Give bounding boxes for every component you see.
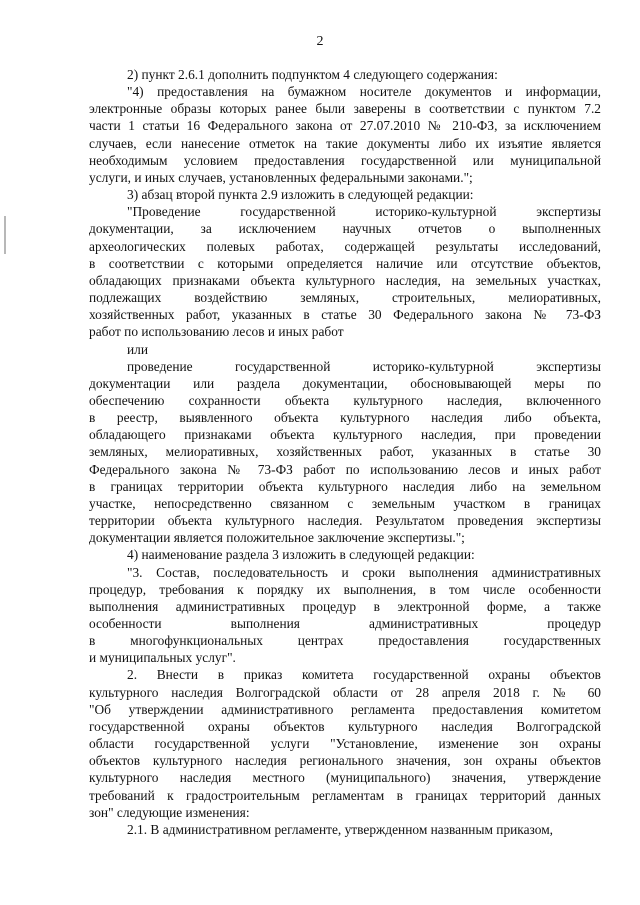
document-body bbox=[89, 66, 601, 838]
text-line: земляных, мелиоративных, хозяйственных работ, указанных в статье 30 bbox=[89, 444, 601, 460]
text-line: государственной охраны объектов культурного наследия Волгоградской bbox=[89, 718, 601, 734]
paragraph bbox=[89, 203, 601, 340]
text-line: "Об утверждении административного регламента предоставления комитетом bbox=[89, 701, 601, 717]
text-line: культурного наследия Волгоградской области от 28 апреля 2018 г. № 60 bbox=[89, 684, 601, 700]
paragraph bbox=[89, 546, 601, 563]
text-line: обеспечению сохранности объекта культурного наследия, включенного bbox=[89, 392, 601, 408]
text-line: обладающих признаками объекта культурного наследия, на земельных участках, bbox=[89, 272, 601, 288]
text-line: требований к градостроительным регламентам в границах территорий данных bbox=[89, 787, 601, 803]
paragraph bbox=[89, 186, 601, 203]
text-line: в границах территории объекта культурного наследия либо на земельном bbox=[89, 478, 601, 494]
text-line: и муниципальных услуг". bbox=[89, 650, 236, 666]
text-line: в многофункциональных центрах предоставления государственных bbox=[89, 633, 601, 649]
text-line: необходимым условием предоставления государственной или муниципальной bbox=[89, 152, 601, 168]
text-line: работ по использованию лесов и иных работ bbox=[89, 324, 344, 340]
text-line: участке, непосредственно связанном с земельным участком в границах bbox=[89, 495, 601, 511]
text-line: в соответствии с которыми определяется наличие или отсутствие объектов, bbox=[89, 255, 601, 271]
text-line: выполнения административных процедур в электронной форме, а также bbox=[89, 598, 601, 614]
text-line: случаев, если нанесение отметок на такие документы либо их изъятие является bbox=[89, 135, 601, 151]
text-line: "Проведение государственной историко-культурной экспертизы bbox=[127, 204, 601, 220]
paragraph bbox=[89, 564, 601, 667]
paragraph bbox=[89, 83, 601, 186]
text-line: обладающего признаками объекта культурного наследия, при проведении bbox=[89, 427, 601, 443]
text-line: документации является положительное заключение экспертизы."; bbox=[89, 530, 465, 546]
text-line: культурного наследия местного (муниципального) значения, утверждение bbox=[89, 770, 601, 786]
paragraph bbox=[89, 358, 601, 547]
text-line: 2. Внести в приказ комитета государственной охраны объектов bbox=[127, 667, 601, 683]
paragraph bbox=[89, 341, 601, 358]
text-line: 2.1. В административном регламенте, утвержденном названным приказом, bbox=[127, 821, 554, 837]
text-line: 2) пункт 2.6.1 дополнить подпунктом 4 следующего содержания: bbox=[127, 67, 498, 82]
text-line: хозяйственных работ, указанных в статье 30 Федерального закона № 73-ФЗ bbox=[89, 307, 601, 323]
text-line: "4) предоставления на бумажном носителе документов и информации, bbox=[127, 84, 601, 100]
text-line: документации или раздела документации, обосновывающей меры по bbox=[89, 375, 601, 391]
text-line: проведение государственной историко-культурной экспертизы bbox=[127, 358, 601, 374]
text-line: или bbox=[127, 341, 149, 357]
paragraph bbox=[89, 666, 601, 820]
margin-mark bbox=[4, 216, 6, 254]
paragraph bbox=[89, 821, 601, 838]
text-line: Федерального закона № 73-ФЗ работ по использованию лесов и иных работ bbox=[89, 461, 601, 477]
page-number: 2 bbox=[316, 34, 324, 49]
text-line: области государственной услуги "Установление, изменение зон охраны bbox=[89, 736, 601, 752]
text-line: 3) абзац второй пункта 2.9 изложить в следующей редакции: bbox=[127, 187, 474, 203]
paragraph bbox=[89, 66, 601, 83]
text-line: зон" следующие изменения: bbox=[89, 804, 250, 820]
text-line: услуги, и иных случаев, установленных федеральными законами."; bbox=[89, 169, 473, 185]
text-line: процедур, требования к порядку их выполнения, в том числе особенности bbox=[89, 581, 601, 597]
text-line: в реестр, выявленного объекта культурного наследия либо объекта, bbox=[89, 410, 601, 426]
text-line: подлежащих воздействию земляных, строительных, мелиоративных, bbox=[89, 290, 601, 306]
text-line: электронные образы которых ранее были заверены в соответствии с пунктом 7.2 bbox=[89, 101, 601, 117]
text-line: части 1 статьи 16 Федерального закона от 27.07.2010 № 210-ФЗ, за исключением bbox=[89, 118, 601, 134]
text-line: 4) наименование раздела 3 изложить в следующей редакции: bbox=[127, 547, 475, 563]
text-line: "3. Состав, последовательность и сроки выполнения административных bbox=[127, 564, 601, 580]
text-line: объектов культурного наследия регионального значения, зон охраны объектов bbox=[89, 753, 601, 769]
text-line: археологических полевых работах, содержащей результаты исследований, bbox=[89, 238, 601, 254]
text-line: документации, за исключением научных отчетов о выполненных bbox=[89, 221, 601, 237]
text-line: особенности выполнения административных процедур bbox=[89, 616, 601, 631]
text-line: территории объекта культурного наследия. Результатом проведения экспертизы bbox=[89, 513, 601, 529]
